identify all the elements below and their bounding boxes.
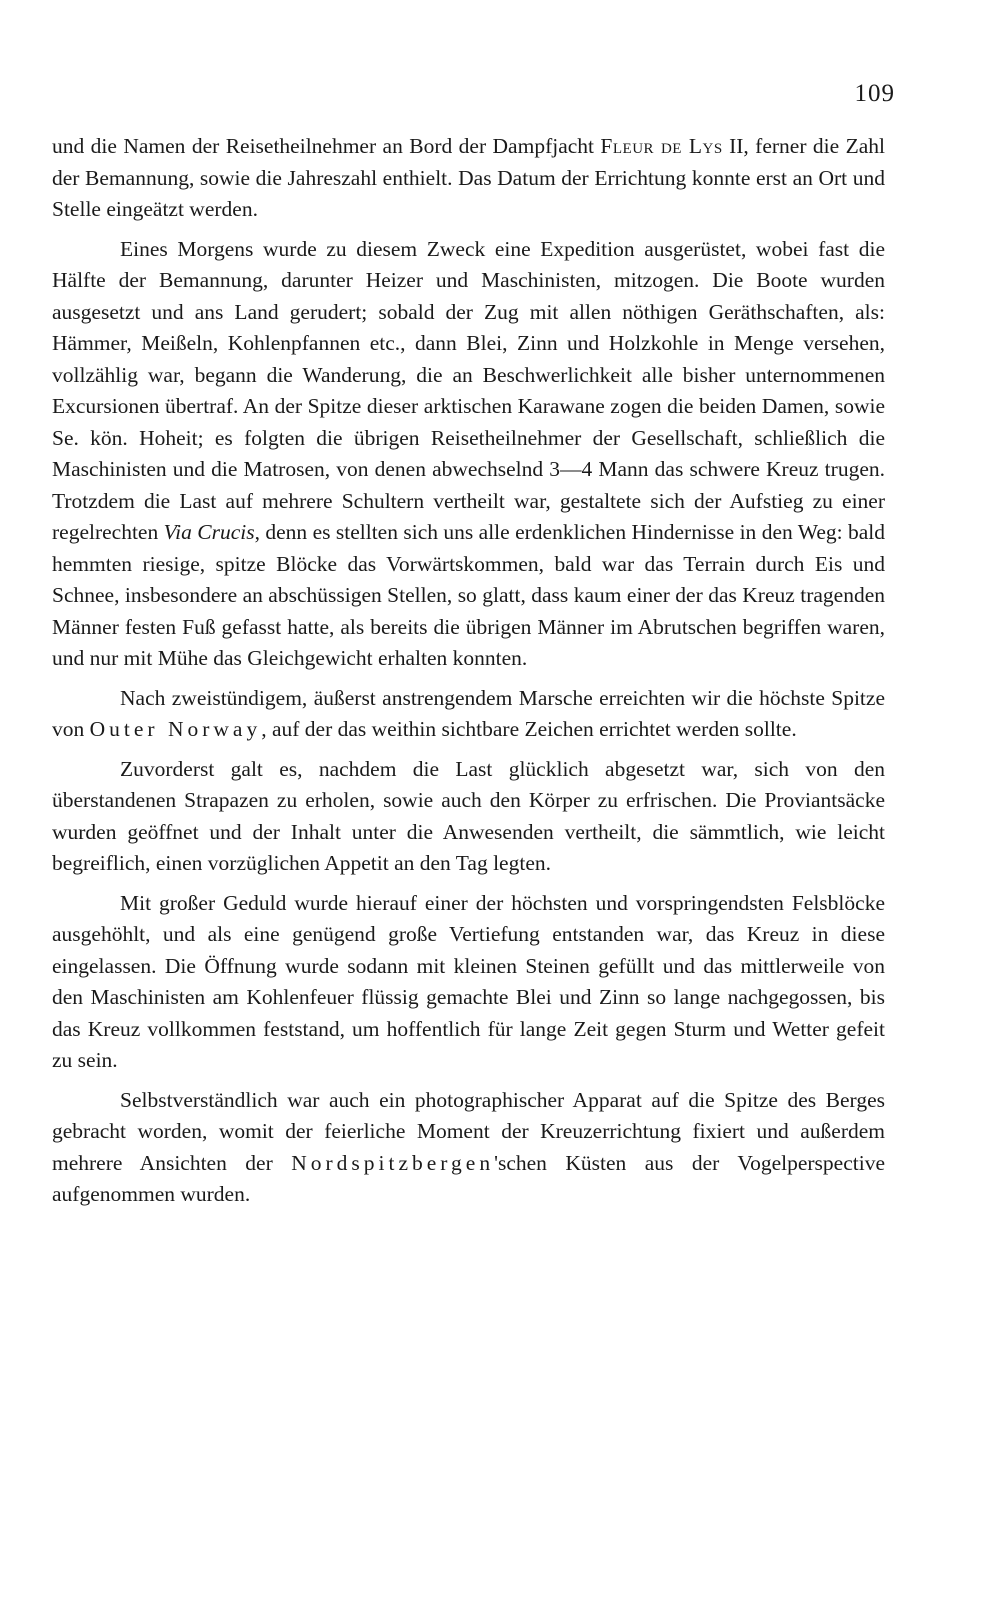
- text-run: 'schen Küsten aus der Vogelperspective aufgenommen wurden.: [52, 1150, 886, 1206]
- paragraph: [52, 131, 885, 226]
- text-run: Mit großer Geduld wurde hierauf einer der höchsten und vorspringendsten Felsblöcke ausgehöhlt, und als eine genügend große Vertiefung entstanden war, das Kreuz in diese eingelassen. Die Öffnung wurde sodann mit kleinen Steinen gefüllt und das mittlerweile von den Maschinisten am Kohlenfeuer flüssig gemachte Blei und Zinn so lange nachgegossen, bis das Kreuz vollkommen feststand, um hoffentlich für lange Zeit gegen Sturm und Wetter gefeit zu sein.: [52, 890, 885, 1072]
- emphasized-text: Fleur de Lys: [600, 134, 723, 158]
- text-run: II, ferner die Zahl der Bemannung, sowie die Jahreszahl enthielt. Das Datum der Errichtung konnte erst an Ort und Stelle eingeätzt werden.: [52, 134, 885, 221]
- emphasized-text: Via Crucis: [163, 520, 255, 544]
- paragraph: [52, 754, 885, 880]
- paragraph: [52, 1085, 885, 1211]
- paragraph: [52, 683, 885, 746]
- text-run: Eines Morgens wurde zu diesem Zweck eine Expedition ausgerüstet, wobei fast die Hälfte der Bemannung, darunter Heizer und Maschinisten, mitzogen. Die Boote wurden ausgesetzt und ans Land gerudert; sobald der Zug mit allen nöthigen Geräthschaften, als: Hämmer, Meißeln, Kohlenpfannen etc., dann Blei, Zinn und Holzkohle in Menge versehen, vollzählig war, begann die Wanderung, die an Beschwerlichkeit alle bisher unternommenen Excursionen übertraf. An der Spitze dieser arktischen Karawane zogen die beiden Damen, sowie Se. kön. Hoheit; es folgten die übrigen Reisetheilnehmer der Gesellschaft, schließlich die Maschinisten und die Matrosen, von denen abwechselnd 3—4 Mann das schwere Kreuz trugen. Trotzdem die Last auf mehrere Schultern vertheilt war, gestaltete sich der Aufstieg zu einer regelrechten: [52, 236, 885, 544]
- text-run: Selbstverständlich war auch ein photographischer Apparat auf die Spitze des Berges gebracht worden, womit der feierliche Moment der Kreuzerrichtung fixiert und außerdem mehrere Ansichten der: [52, 1087, 885, 1175]
- text-run: und die Namen der Reisetheilnehmer an Bord der Dampfjacht: [52, 134, 601, 158]
- paragraph: [52, 234, 885, 675]
- text-run: , auf der das weithin sichtbare Zeichen errichtet werden sollte.: [261, 717, 797, 741]
- emphasized-text: Outer Norway: [89, 717, 262, 741]
- text-run: , denn es stellten sich uns alle erdenklichen Hindernisse in den Weg: bald hemmten riesige, spitze Blöcke das Vorwärtskommen, bald war das Terrain durch Eis und Schnee, insbesondere an abschüssigen Stellen, so glatt, dass kaum einer der das Kreuz tragenden Männer festen Fuß gefasst hatte, als bereits die übrigen Männer im Abrutschen begriffen waren, und nur mit Mühe das Gleichgewicht erhalten konnten.: [52, 520, 885, 670]
- emphasized-text: Nordspitzbergen: [291, 1150, 495, 1175]
- text-run: Nach zweistündigem, äußerst anstrengendem Marsche erreichten wir die höchste Spitze von: [52, 685, 885, 741]
- text-run: Zuvorderst galt es, nachdem die Last glücklich abgesetzt war, sich von den überstandenen Strapazen zu erholen, sowie auch den Körper zu erfrischen. Die Proviantsäcke wurden geöffnet und der Inhalt unter die Anwesenden vertheilt, die sämmtlich, wie leicht begreiflich, einen vorzüglichen Appetit an den Tag legten.: [52, 756, 885, 875]
- page-number: 109: [854, 80, 895, 107]
- paragraph: [52, 888, 885, 1077]
- body-text: [52, 131, 885, 1219]
